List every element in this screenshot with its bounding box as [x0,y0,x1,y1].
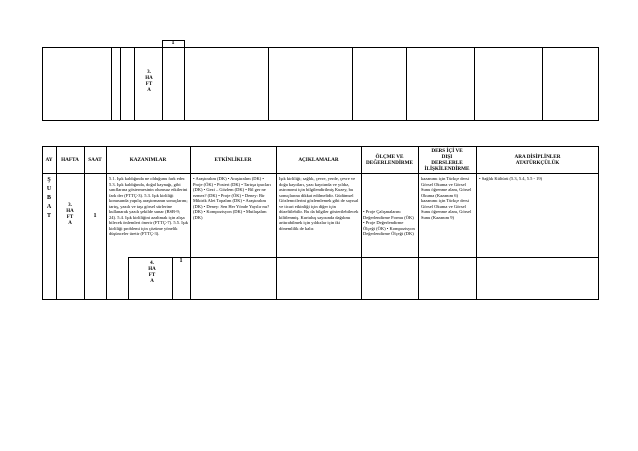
month-label: Ş U B A T [46,177,52,219]
header-kazanimlar: KAZANIMLAR [129,156,167,163]
header-ay: AY [45,156,53,163]
header-saat: SAAT [88,156,102,163]
row1-olcme: • Proje Çalışmalarını Değerlendirme Formu (ÖK) • Proje Değerlendirme Ölçeği (ÖK) • Kompozisyon Değerlendirme Ölçeği (DK) [363,209,415,236]
top-col-divider [352,47,353,121]
row1-aciklamalar: Işık kirliliği; sağlık, çevre, yerde, çevre ve doğa kayıtları, yazı kayıtında ve yıldız, astronomi için bilgilendirilmiş Kuzey, bu sonuçlarına dikkat edilmelidir. Güdümsel Gözlemcilerini gözlemlemek gibi de sayısal ve ticari etkinliği için diğer için düzeltilebilir. Bu da bilgiler gösterilebilecek kilitlenmiş. Kurtuluş sayısında dağılımı arttırabilmek için yıldızlar için iki dönemlilik de kalır. [279,176,359,231]
row2-divider [128,257,599,258]
row1-hour: 1 [93,213,97,219]
row1-week: 3. HA FT A [66,203,74,226]
header-olcme: ÖLÇME VE DEĞERLENDİRME [366,153,413,166]
row2-week: 4. HA FT A [148,261,156,284]
row1-etkinlikler: • Araştıralım (DK) • Araştıralım (DK) • Proje (ÖK) • Posteri (DK) • Tartışa ipucları (DK) • Gezi – Gözlem (DK) • Bil ger ne ezmez? (DK) • Proje (ÖK) • Deney: Bir Miktrik Alet Topalım (DK) • Araştıralım (DK) • Deney: Sen Her Yönde Yayılır mı? (DK) • Kompozisyon (DK) • Mutlaşalım (DK) [193,176,271,220]
top-col-divider [162,40,163,121]
header-hafta: HAFTA [61,156,79,163]
top-col-divider [268,47,269,121]
row1-dersdisi: kazanımı için Türkçe dersi Görsel Okuma ve Görsel Sunu öğrenme alanı, Görsel Okuma (Kazanım 6) kazanımı için Türkçe dersi Görsel Okuma ve Görsel Sunu öğrenme alanı, Görsel Sunu (Kazanım 9) [421,176,472,220]
top-col-divider [474,47,475,121]
header-ara-disiplinler: ARA DİSİPLİNLER ATATÜRKÇÜLÜK [514,153,561,166]
top-col-divider [542,47,543,121]
top-col-divider [406,47,407,121]
row2-divider-v [128,257,129,300]
row2-hour: 1 [179,258,183,264]
row1-kazanimlar: 5.1. Işık kaldığında ne olduğunu fark eder. 5.3. Işık kaldığında, doğal kaynağı, gibi sınıflarına göstermesinin olumsuz etkilerini fark der (FTTÇ-3). 5.3. Işık kirliliği konusunda yapılış araştırmanın sonuçlarını; tartış, yazılı ve taşı görsel sürlerine kullanarak yazılı şekilde sunar (BSB-9; 24). 5.4. Işık kirliliğini azaltmak için alışa bilecek önlemleri önerir (FTTÇ-7). 5.5. Işık kirliliği problemi için çözüme yönelik düşünceler üretir (FTTÇ-3). [109,176,188,236]
top-col-divider [598,47,599,121]
top-hour-value: 1 [171,40,175,46]
header-divider [42,173,599,174]
header-aciklamalar: AÇIKLAMALAR [298,156,339,163]
top-col-divider [111,47,112,121]
header-etkinlikler: ETKİNLİKLER [214,156,252,163]
top-col-divider [120,47,121,121]
header-dersdisi: DERS İÇİ VE DIŞI DERSLERLE İLİŞKİLENDİRME [424,147,470,172]
top-table-block [42,47,599,121]
top-col-divider [184,40,185,121]
row1-ara-disiplinler: • Sağlık Kültürü (5.3, 5.4, 5.5 - 19) [479,176,543,181]
row2-divider-v [190,257,191,300]
top-week-label: 3. HA FT A [145,70,153,93]
top-col-divider [134,47,135,121]
